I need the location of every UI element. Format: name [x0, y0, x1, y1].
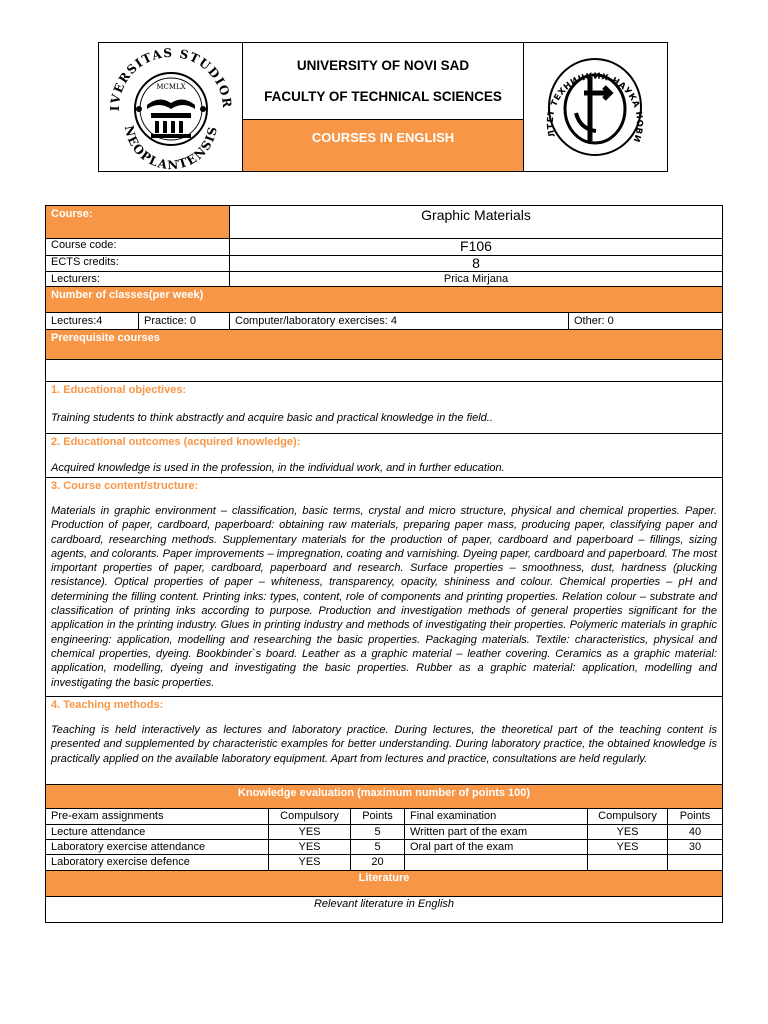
lab-exercises-value: Computer/laboratory exercises: 4	[229, 313, 568, 329]
document-header	[98, 42, 668, 172]
content-title: 3. Course content/structure:	[51, 480, 199, 492]
eval-header-points-1: Points	[350, 809, 404, 824]
content-section	[46, 477, 722, 696]
lecturers-value: Prica Mirjana	[229, 272, 722, 286]
table-row	[46, 839, 722, 854]
course-value-cell	[229, 206, 722, 238]
literature-text: Relevant literature in English	[46, 896, 722, 922]
svg-text:ФАКУЛТЕТ ТЕХНИЧКИХ НАУКА НОВИ: ЛТЕТ ТЕХНИЧКИХ НАУКА НОВИ	[545, 71, 645, 144]
faculty-name: FACULTY OF TECHNICAL SCIENCES	[264, 89, 502, 104]
course-label: Course:	[51, 208, 93, 220]
eval-cell: 5	[350, 825, 404, 839]
eval-cell: YES	[587, 825, 667, 839]
literature-title: Literature	[358, 872, 410, 884]
eval-header-compulsory-1: Compulsory	[268, 809, 350, 824]
eval-cell: 30	[667, 840, 722, 854]
eval-cell: Lecture attendance	[51, 826, 146, 838]
lectures-value: Lectures:4	[51, 315, 103, 327]
teaching-section	[46, 696, 722, 784]
eval-cell: Oral part of the exam	[404, 840, 587, 854]
course-label-cell	[46, 206, 229, 238]
courses-in-english-banner: COURSES IN ENGLISH	[243, 119, 523, 171]
course-code-label: Course code:	[51, 239, 117, 251]
eval-cell: Laboratory exercise attendance	[51, 841, 206, 853]
eval-header-compulsory-2: Compulsory	[587, 809, 667, 824]
ects-value: 8	[229, 256, 722, 271]
prerequisite-title-row	[46, 329, 722, 359]
course-row	[46, 206, 722, 238]
eval-cell: Laboratory exercise defence	[51, 856, 190, 868]
outcomes-text: Acquired knowledge is used in the profession, in the individual work, and in further education.	[51, 462, 505, 474]
lecturers-row	[46, 271, 722, 286]
classes-row	[46, 312, 722, 329]
eval-cell: 20	[350, 855, 404, 870]
teaching-title: 4. Teaching methods:	[51, 699, 164, 711]
eval-cell: YES	[587, 840, 667, 854]
eval-cell: YES	[268, 825, 350, 839]
svg-text:MCMLX: MCMLX	[156, 83, 186, 91]
course-table	[45, 205, 723, 923]
eval-cell	[404, 855, 587, 870]
eval-header-points-2: Points	[667, 809, 722, 824]
table-row	[46, 854, 722, 870]
literature-title-row	[46, 870, 722, 896]
university-seal-logo	[99, 43, 243, 171]
course-name: Graphic Materials	[421, 207, 531, 223]
classes-title: Number of classes(per week)	[51, 289, 204, 301]
eval-cell	[587, 855, 667, 870]
course-code-value: F106	[229, 239, 722, 255]
svg-text:NEOPLANTENSIS: NEOPLANTENSIS	[121, 124, 221, 171]
objectives-section	[46, 381, 722, 433]
eval-cell: Written part of the exam	[404, 825, 587, 839]
prerequisite-title: Prerequisite courses	[51, 332, 160, 344]
evaluation-header-row	[46, 808, 722, 824]
eval-cell: YES	[268, 855, 350, 870]
faculty-seal-logo	[523, 43, 667, 171]
objectives-text: Training students to think abstractly and acquire basic and practical knowledge in the field..	[51, 412, 493, 424]
lecturers-label: Lecturers:	[51, 273, 100, 285]
evaluation-title: Knowledge evaluation (maximum number of points 100)	[237, 787, 531, 799]
teaching-text: Teaching is held interactively as lectures and laboratory practice. During lectures, the theoretical part of the teaching content is presented and supplemented by characteristic examples for better understanding. During laboratory practice, the obtained knowledge is practically applied on the available laboratory equipment. Apart from lectures and practice, consultations are held regularly.	[51, 724, 717, 765]
evaluation-title-row	[46, 784, 722, 808]
eval-cell	[667, 855, 722, 870]
university-name: UNIVERSITY OF NOVI SAD	[296, 58, 470, 73]
outcomes-section	[46, 433, 722, 477]
eval-cell: 5	[350, 840, 404, 854]
ects-row	[46, 255, 722, 271]
eval-cell: YES	[268, 840, 350, 854]
practice-value: Practice: 0	[138, 313, 229, 329]
university-seal-icon	[99, 43, 241, 171]
other-value: Other: 0	[568, 313, 722, 329]
ects-label: ECTS credits:	[51, 256, 119, 268]
course-code-row	[46, 238, 722, 255]
outcomes-title: 2. Educational outcomes (acquired knowledge):	[51, 436, 301, 448]
objectives-title: 1. Educational objectives:	[51, 384, 187, 396]
faculty-seal-icon	[524, 43, 666, 171]
eval-header-pre-exam: Pre-exam assignments	[51, 810, 164, 822]
eval-header-final-exam: Final examination	[404, 809, 587, 824]
svg-text:UNIVERSITAS STUDIORUM: IVERSITAS STUDIOR	[107, 45, 235, 112]
table-row	[46, 824, 722, 839]
content-text: Materials in graphic environment – classification, basic terms, crystal and micro structure, physical and chemical properties. Paper. Production of paper, cardboard, paperboard: obtaining raw materials, preparing paper mass, producing paper, classifying paper and cardboard, researching methods. Supplementary materials for the production of paper, cardboard and paperboard – fillings, sizing agents, and colorants. Paper improvements – impregnation, coating and varnishing. Dyeing paper, cardboard and paperboard. The most important properties of paper, cardboard, paperboard and research. Surface properties – smoothness, dust, hardness (plucking resistance). Optical properties of paper – whiteness, transparency, opacity, shininess and colour. Chemical properties – pH and determining the filling content. Printing inks: types, content, role of components and printing properties. Relation colour – substrate and classification of printing inks according to purpose. Production and investigation methods of general properties significant for the application in the printing industry. Glues in printing industry and methods of investigating their properties. Polymeric materials in graphic engineering: application, modelling and researching the basic properties. Packaging materials. Textile: characteristics, physical and chemical properties, dyeing. Bookbinder`s board. Leather as a graphic material – leather covering. Ceramics as a graphic material: application, modelling, dyeing and investigating the basic properties. Rubber as a graphic material: application, modelling and investigating the basic properties.	[51, 505, 717, 689]
classes-title-row	[46, 286, 722, 312]
eval-cell: 40	[667, 825, 722, 839]
prerequisite-value	[46, 359, 722, 381]
